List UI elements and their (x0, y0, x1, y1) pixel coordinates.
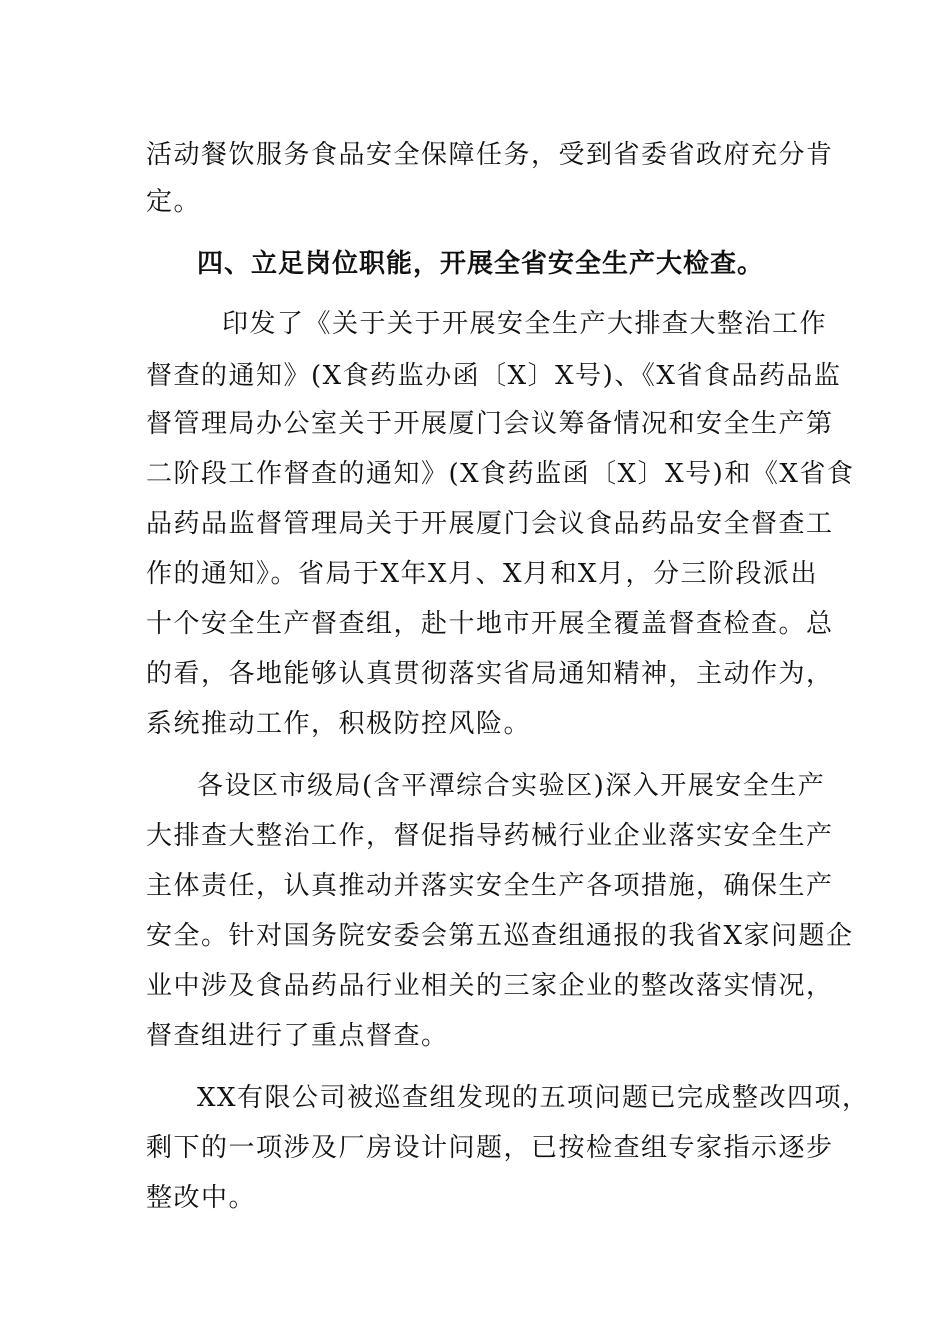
paragraph-line: 业中涉及食品药品行业相关的三家企业的整改落实情况， (146, 971, 834, 1001)
paragraph-line: 督查的通知》(X食药监办函〔X〕X号)、《X省食品药品监 (146, 361, 842, 391)
paragraph-line: 剩下的一项涉及厂房设计问题，已按检查组专家指示逐步 (146, 1133, 834, 1163)
paragraph-line: 二阶段工作督查的通知》(X食药监函〔X〕X号)和《X省食 (146, 459, 855, 489)
paragraph-line: 督管理局办公室关于开展厦门会议筹备情况和安全生产第 (146, 409, 834, 439)
paragraph-line: 十个安全生产督查组，赴十地市开展全覆盖督查检查。总 (146, 609, 834, 639)
paragraph-line: XX有限公司被巡查组发现的五项问题已完成整改四项， (197, 1083, 870, 1113)
paragraph-line: 整改中。 (146, 1183, 257, 1213)
paragraph-line: 主体责任，认真推动并落实安全生产各项措施，确保生产 (146, 871, 834, 901)
paragraph-line: 督查组进行了重点督查。 (146, 1021, 449, 1051)
paragraph-line: 活动餐饮服务食品安全保障任务，受到省委省政府充分肯 (146, 140, 834, 170)
paragraph-line: 系统推动工作，积极防控风险。 (146, 709, 532, 739)
paragraph-line: 的看，各地能够认真贯彻落实省局通知精神，主动作为， (146, 659, 834, 689)
paragraph-line: 作的通知》。省局于X年X月、X月和X月，分三阶段派出 (146, 559, 819, 589)
section-heading: 四、立足岗位职能，开展全省安全生产大检查。 (197, 249, 765, 279)
paragraph-line: 大排查大整治工作，督促指导药械行业企业落实安全生产 (146, 821, 834, 851)
paragraph-line: 印发了《关于关于开展安全生产大排查大整治工作 (222, 309, 828, 339)
paragraph-line: 品药品监督管理局关于开展厦门会议食品药品安全督查工 (146, 509, 834, 539)
paragraph-line: 各设区市级局(含平潭综合实验区)深入开展安全生产 (197, 771, 826, 801)
paragraph-line: 定。 (146, 187, 202, 217)
paragraph-line: 安全。针对国务院安委会第五巡查组通报的我省X家问题企 (146, 921, 854, 951)
